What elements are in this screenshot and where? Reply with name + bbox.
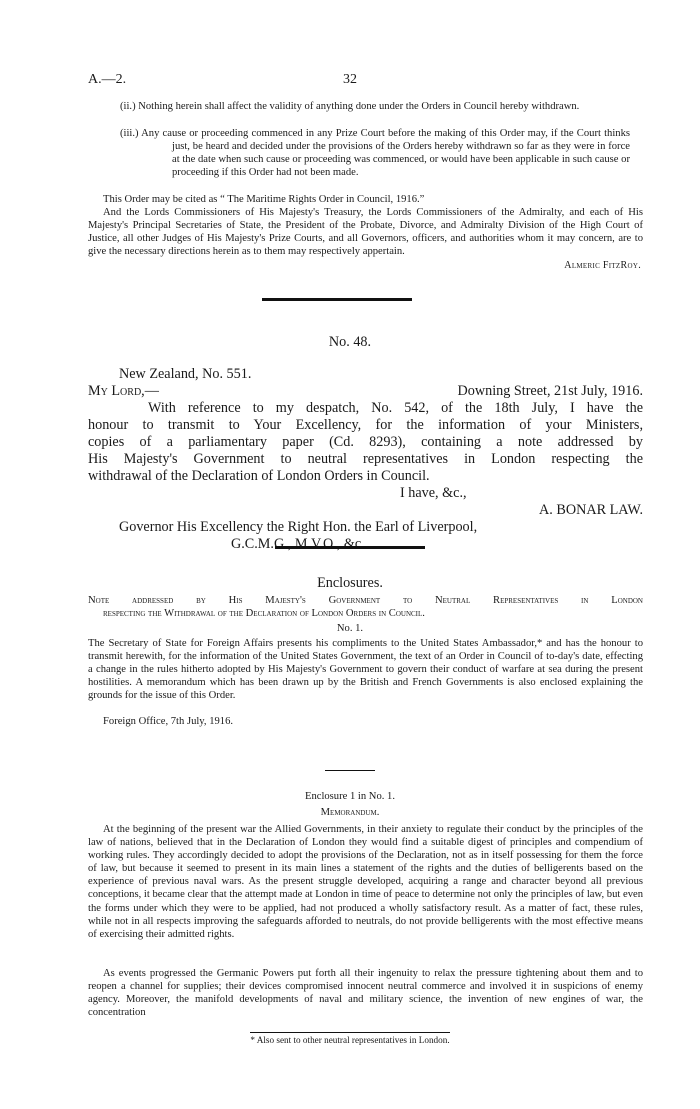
dateline: Foreign Office, 7th July, 1916. [103, 716, 234, 727]
note-title: Note addressed by His Majesty's Government to Neutral Representatives in London [88, 595, 643, 606]
despatch-body-line: With reference to my despatch, No. 542, of the 18th July, I have the [148, 400, 643, 416]
memorandum-title: Memorandum. [320, 807, 380, 818]
footnote: * Also sent to other neutral representatives in London. [250, 1035, 450, 1045]
salutation: My Lord,— [88, 383, 159, 399]
place-and-date: Downing Street, 21st July, 1916. [457, 383, 643, 399]
section-divider [325, 770, 375, 771]
order-clause-iii: (iii.) Any cause or proceeding commenced in any Prize Court before the making of this Order may, if the Court thinks just, be heard and decided under the provisions of the Orders hereby withdrawn so far as they were in force at the date when such cause or proceeding was commenced, or would have been applicable in such cause or proceeding if this Order had not been made. [120, 128, 630, 179]
order-clause-ii: (ii.) Nothing herein shall affect the validity of anything done under the Orders in Council hereby withdrawn. [120, 101, 580, 112]
enclosures-heading: Enclosures. [317, 575, 383, 591]
memorandum-paragraph: As events progressed the Germanic Powers put forth all their ingenuity to relax the pressure tightening about them and to reopen a channel for supplies; their devices compromised innocent neutral commerce and involved it in suspicions of enemy agency. Moreover, the manifold developments of naval and military science, the invention of new engines of war, the concentration [88, 968, 643, 1019]
despatch-body-line: copies of a parliamentary paper (Cd. 8293), containing a note addressed by [88, 434, 643, 450]
page-number: 32 [343, 72, 357, 87]
foreign-office-note: The Secretary of State for Foreign Affairs presents his compliments to the United States Ambassador,* and has the honour to transmit herewith, for the information of the United States Government, the text of an Order in Council of to-day's date, effecting a change in the rules hitherto adopted by His Majesty's Government to govern their conduct of warfare at sea during the present hostilities. A memorandum which has been drawn up by the British and French Governments is also enclosed explaining the grounds for the issue of this Order. [88, 638, 643, 702]
despatch-signature: A. BONAR LAW. [539, 502, 643, 518]
addressee-honours: G.C.M.G., M.V.O., &c. [231, 536, 365, 552]
despatch-body-line: His Majesty's Government to neutral representatives in London respecting the [88, 451, 643, 467]
memorandum-paragraph: At the beginning of the present war the Allied Governments, in their anxiety to regulate their conduct by the principles of the law of nations, believed that in the Declaration of London they would find a suitable digest of principles and compendium of working rules. They accordingly decided to adopt the provisions of the Declaration, not as in itself possessing for them the force of law, but because it seemed to present in its main lines a statement of the rights and the duties of belligerents based on the experience of previous naval wars. As the present struggle developed, acquiring a range and character beyond all previous conceptions, it became clear that the attempt made at London in time of peace to determine not only the principles of law, but even the forms under which they were to be applied, had not produced a wholly satisfactory result. As a matter of fact, these rules, while not in all respects improving the safeguards afforded to neutrals, do not provide belligerents with the most effective means of exercising their admitted rights. [88, 824, 643, 940]
despatch-reference: New Zealand, No. 551. [119, 366, 252, 382]
footnote-rule [250, 1032, 450, 1033]
order-citation: This Order may be cited as “ The Maritime Rights Order in Council, 1916.” [103, 194, 425, 205]
despatch-body-line: withdrawal of the Declaration of London Orders in Council. [88, 468, 430, 484]
lords-commissioners-paragraph: And the Lords Commissioners of His Majesty's Treasury, the Lords Commissioners of the Admiralty, and each of His Majesty's Principal Secretaries of State, the President of the Probate, Divorce, and Admiralty Division of the High Court of Justice, all other Judges of His Majesty's Prize Courts, and all Governors, officers, and authorities whom it may concern, are to give the necessary directions herein as to them may respectively appertain. [88, 207, 643, 258]
closing: I have, &c., [400, 485, 467, 501]
enclosure-number: No. 1. [336, 623, 364, 634]
order-signature: Almeric FitzRoy. [564, 260, 641, 271]
despatch-number: No. 48. [328, 334, 372, 350]
section-divider [275, 546, 425, 549]
document-reference: A.—2. [88, 72, 127, 87]
despatch-body-line: honour to transmit to Your Excellency, for the information of your Ministers, [88, 417, 643, 433]
enclosure-heading: Enclosure 1 in No. 1. [304, 791, 396, 802]
section-divider [262, 298, 412, 301]
addressee: Governor His Excellency the Right Hon. the Earl of Liverpool, [119, 519, 478, 535]
note-title-continued: respecting the Withdrawal of the Declaration of London Orders in Council. [103, 608, 425, 619]
